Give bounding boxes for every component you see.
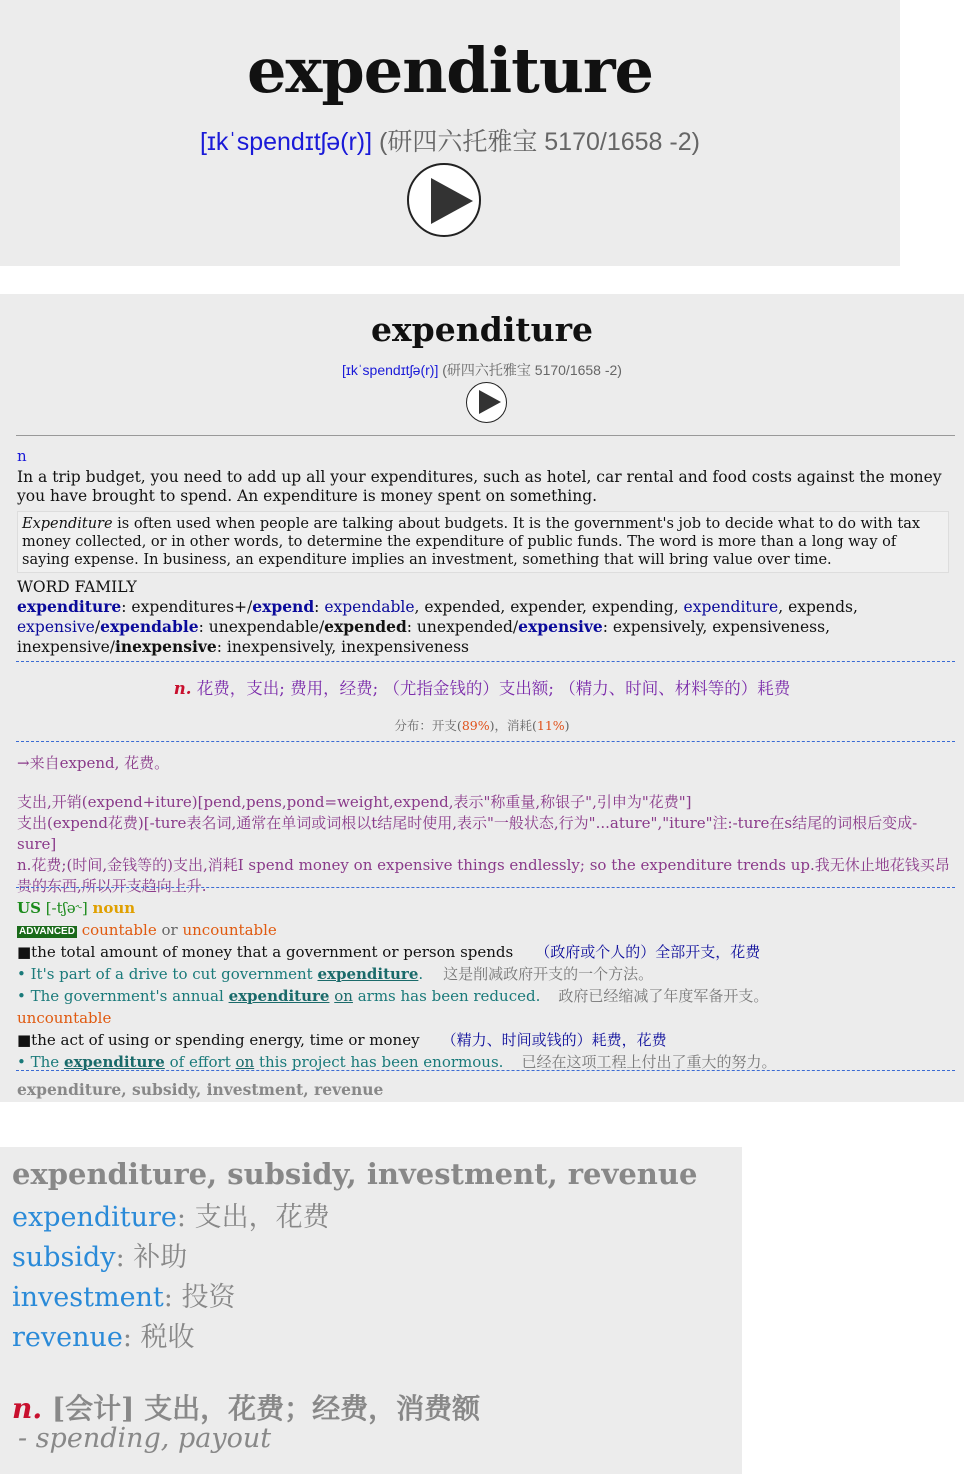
- sense-distribution: [0, 716, 964, 734]
- wf-link[interactable]: expenditure: [683, 598, 779, 616]
- pos-noun: noun: [92, 899, 136, 917]
- dashed-divider: [16, 741, 955, 742]
- ex-text: • The: [17, 1053, 64, 1071]
- related-words: expenditure, subsidy, investment, revenue: [17, 1080, 384, 1099]
- related-item: [12, 1275, 235, 1314]
- ex-text: arms has been reduced.: [352, 987, 541, 1005]
- ex-keyword: expenditure: [228, 987, 330, 1005]
- def-cn: （政府或个人的）全部开支，花费: [535, 943, 761, 961]
- def-en: ■the total amount of money that a government or person spends: [17, 943, 514, 961]
- ndef-pos: n.: [12, 1392, 43, 1425]
- example-1: [17, 963, 952, 985]
- definition-1: [17, 941, 952, 963]
- pronunciation: [0, 360, 964, 380]
- ex-text: • The government's annual: [17, 987, 229, 1005]
- pos-n: n: [17, 447, 27, 465]
- us-ipa: [-tʃə˞]: [40, 899, 93, 917]
- ex-text: • It's part of a drive to cut government: [17, 965, 318, 983]
- ex-collocation: on: [235, 1053, 255, 1071]
- wf-text: : expenditures+/: [121, 598, 253, 616]
- ex-cn: 已经在这项工程上付出了重大的努力。: [521, 1053, 777, 1071]
- ipa-text: [ɪkˈspendɪtʃə(r)]: [342, 362, 439, 378]
- ex-cn: 这是削减政府开支的一个方法。: [443, 965, 654, 983]
- ex-keyword: expenditure: [317, 965, 419, 983]
- related-title: expenditure, subsidy, investment, revenue: [12, 1157, 698, 1191]
- related-item: [12, 1195, 330, 1234]
- related-term[interactable]: revenue: [12, 1322, 123, 1353]
- ex-keyword: expenditure: [63, 1053, 165, 1071]
- play-icon: [479, 390, 501, 414]
- chinese-definition: [0, 675, 964, 699]
- frequency-text: (研四六托雅宝 5170/1658 -2): [372, 128, 700, 156]
- word-family-line-2: [17, 617, 952, 637]
- intro-text: In a trip budget, you need to add up all your expenditures, such as hotel, car rental and food costs against the money you have brought to spend. An expenditure is money spent on something.: [17, 468, 942, 505]
- grammar-label: countable: [76, 921, 157, 939]
- dist-label: 分布：开支(: [394, 718, 462, 733]
- etymology-origin: →来自expend, 花费。: [17, 754, 170, 772]
- dashed-divider: [16, 887, 955, 888]
- headword: expenditure: [371, 310, 593, 349]
- usage-note: [17, 511, 949, 573]
- wf-term[interactable]: expenditure: [17, 597, 122, 616]
- ndef-text: [会计] 支出，花费；经费，消费额: [42, 1392, 481, 1425]
- wf-link[interactable]: expensive: [17, 618, 95, 636]
- ex-collocation: on: [334, 987, 353, 1005]
- frequency-text: (研四六托雅宝 5170/1658 -2): [438, 362, 622, 378]
- related-meaning: : 补助: [115, 1242, 188, 1273]
- related-term[interactable]: investment: [12, 1282, 164, 1313]
- wf-link[interactable]: expendable: [324, 598, 415, 616]
- related-meaning: : 投资: [163, 1282, 236, 1313]
- word-family-line-1: [17, 597, 952, 617]
- word-family: [17, 578, 952, 657]
- related-term[interactable]: subsidy: [12, 1242, 116, 1273]
- wf-text: :: [314, 598, 325, 616]
- related-meaning: : 税收: [122, 1322, 195, 1353]
- divider: [16, 435, 955, 436]
- word-family-heading: WORD FAMILY: [17, 578, 137, 596]
- wf-text: : inexpensively, inexpensiveness: [216, 638, 469, 656]
- cn-def-text: 花费，支出; 费用，经费; （尤指金钱的）支出额; （精力、时间、材料等的）耗费: [191, 679, 791, 698]
- usage-word: Expenditure: [22, 516, 113, 532]
- headword: expenditure: [246, 34, 654, 107]
- advanced-badge: ADVANCED: [19, 926, 75, 937]
- play-icon: [431, 178, 473, 224]
- wf-term[interactable]: expend: [252, 597, 315, 616]
- synonyms: - spending, payout: [18, 1423, 272, 1454]
- wf-term[interactable]: expendable: [100, 617, 199, 636]
- play-audio-button[interactable]: [466, 382, 507, 423]
- definition-2: [17, 1029, 952, 1051]
- grammar-label: uncountable: [182, 921, 277, 939]
- accounting-definition: [12, 1387, 480, 1427]
- wf-text: : unexpendable/: [198, 618, 325, 636]
- lg-header: [17, 897, 952, 919]
- pronunciation: [0, 122, 900, 158]
- usage-text: is often used when people are talking about budgets. It is the government's job to decide what to do with tax money collected, or in other words, to determine the expenditure of public funds. The word is more than a long way of saying expense. In business, an expenditure implies an investment, something that will bring value over time.: [22, 516, 921, 568]
- related-words-card: [0, 1147, 742, 1474]
- word-card-large: [0, 0, 900, 266]
- play-audio-button[interactable]: [407, 163, 481, 237]
- related-meaning: : 支出，花费: [176, 1202, 330, 1233]
- dist-label: ): [564, 718, 570, 733]
- ipa-text: [ɪkˈspendɪtʃə(r)]: [200, 128, 373, 156]
- ex-text: .: [418, 965, 424, 983]
- dictionary-entry-card: [0, 294, 964, 1102]
- wf-term-plain: expended: [324, 617, 407, 636]
- etymology-line: n.花费;(时间,金钱等的)支出,消耗I spend money on expensive things endlessly; so the expenditure trends up.我无休止地花钱买昂贵的东西,所以开支趋向上升.: [17, 856, 950, 895]
- wf-term-plain: inexpensive: [115, 637, 217, 656]
- related-item: [12, 1315, 195, 1354]
- wf-term[interactable]: expensive: [518, 617, 603, 636]
- wf-text: , expends,: [778, 598, 858, 616]
- grammar-or: or: [156, 921, 183, 939]
- dist-label: )，消耗(: [489, 718, 537, 733]
- wf-text: , expended, expender, expending,: [414, 598, 684, 616]
- example-2: [17, 985, 952, 1007]
- lg-grammar: [17, 919, 952, 941]
- dashed-divider: [16, 1070, 955, 1071]
- dist-percent: 11%: [536, 718, 565, 733]
- etymology-line: 支出(expend花费)[-ture表名词,通常在单词或词根以t结尾时使用,表示"一般状态,行为"...ature","iture"注:-ture在s结尾的词根后变成-sure]: [17, 814, 918, 853]
- word-family-line-3: [17, 637, 952, 657]
- grammar-label: uncountable: [17, 1009, 112, 1027]
- pos-label: [17, 447, 952, 466]
- ex-cn: 政府已经缩减了年度军备开支。: [558, 987, 769, 1005]
- ex-text: this project has been enormous.: [254, 1053, 504, 1071]
- etymology-line: 支出,开销(expend+iture)[pend,pens,pond=weight,expend,表示"称重量,称银子",引申为"花费"]: [17, 793, 692, 811]
- related-term[interactable]: expenditure: [12, 1202, 177, 1233]
- dashed-divider: [16, 661, 955, 662]
- us-label: US: [17, 899, 41, 917]
- ex-text: of effort: [164, 1053, 236, 1071]
- def-en: ■the act of using or spending energy, time or money: [17, 1031, 420, 1049]
- cn-def-pos: n.: [173, 679, 192, 698]
- def-cn: （精力、时间或钱的）耗费，花费: [441, 1031, 667, 1049]
- wf-text: : expensively, expensiveness,: [602, 618, 831, 636]
- related-item: [12, 1235, 187, 1274]
- wf-text: : unexpended/: [406, 618, 519, 636]
- dist-percent: 89%: [461, 718, 490, 733]
- etymology-detail: [17, 792, 952, 897]
- wf-text: /: [94, 618, 101, 636]
- wf-text: inexpensive/: [17, 638, 115, 656]
- learner-definitions: [17, 897, 952, 1073]
